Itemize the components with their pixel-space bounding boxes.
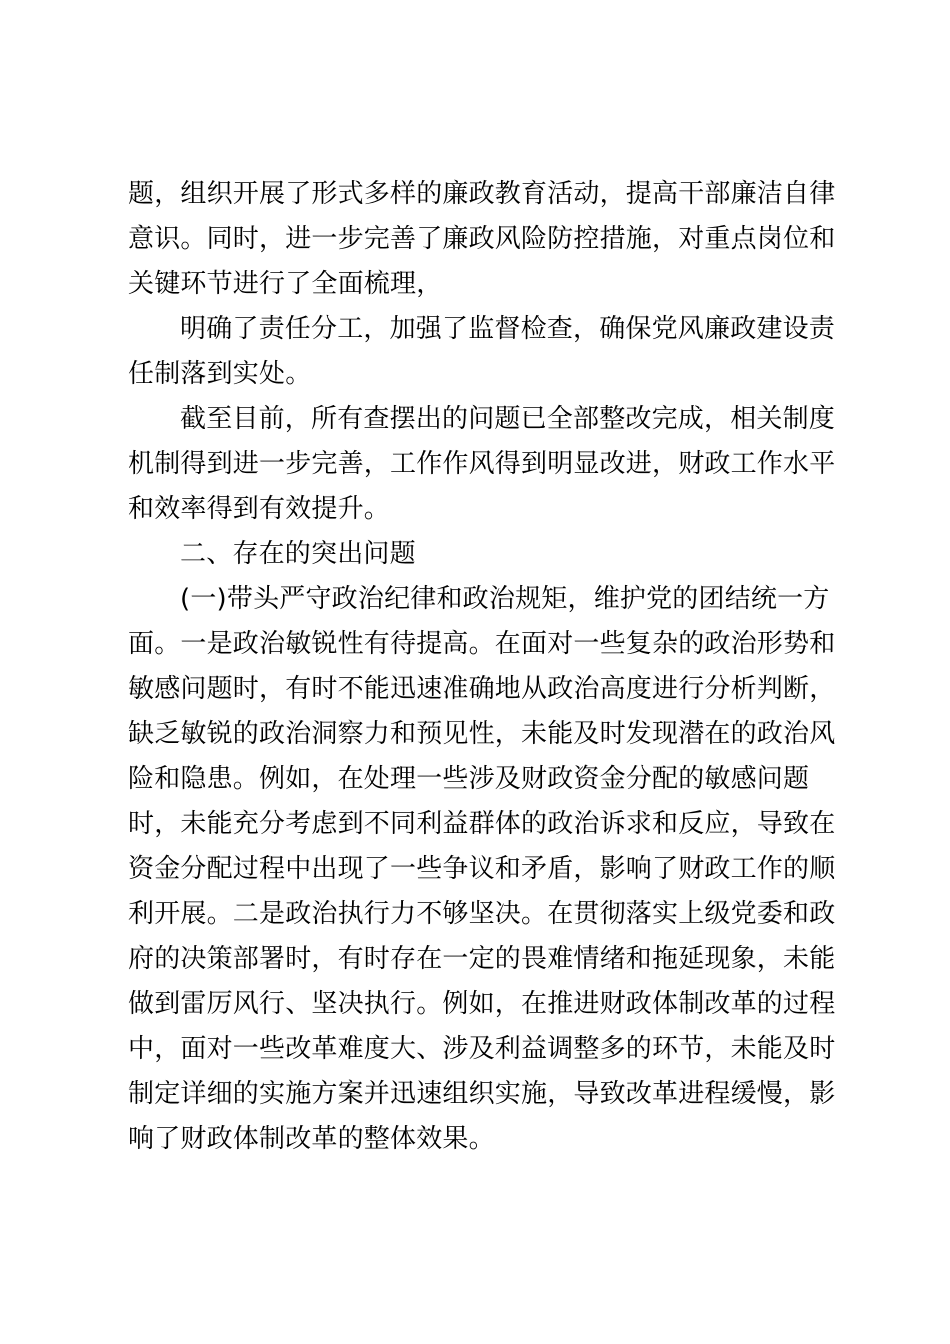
text-line: 机制得到进一步完善，工作作风得到明显改进，财政工作水平 (128, 449, 836, 479)
text-line: 意识。同时，进一步完善了廉政风险防控措施，对重点岗位和 (128, 224, 836, 254)
text-line: 中，面对一些改革难度大、涉及利益调整多的环节，未能及时 (128, 1034, 836, 1064)
text-line: 任制落到实处。 (128, 359, 312, 389)
text-line: 利开展。二是政治执行力不够坚决。在贯彻落实上级党委和政 (128, 899, 836, 929)
text-line: 做到雷厉风行、坚决执行。例如，在推进财政体制改革的过程 (128, 989, 836, 1019)
text-line: 时，未能充分考虑到不同利益群体的政治诉求和反应，导致在 (128, 809, 836, 839)
text-line: 府的决策部署时，有时存在一定的畏难情绪和拖延现象，未能 (128, 944, 836, 974)
text-line: 响了财政体制改革的整体效果。 (128, 1124, 495, 1154)
text-line: 缺乏敏锐的政治洞察力和预见性，未能及时发现潜在的政治风 (128, 719, 836, 749)
subsection-heading: (一)带头严守政治纪律和政治规矩，维护党的团结统一方 (180, 584, 830, 614)
text-line: 和效率得到有效提升。 (128, 494, 391, 524)
text-line: 险和隐患。例如，在处理一些涉及财政资金分配的敏感问题 (128, 764, 810, 794)
paragraph-first-line: 截至目前，所有查摆出的问题已全部整改完成，相关制度 (180, 404, 836, 434)
paragraph-first-line: 明确了责任分工，加强了监督检查，确保党风廉政建设责 (180, 314, 836, 344)
text-line: 题，组织开展了形式多样的廉政教育活动，提高干部廉洁自律 (128, 179, 836, 209)
text-line: 面。一是政治敏锐性有待提高。在面对一些复杂的政治形势和 (128, 629, 836, 659)
text-line: 制定详细的实施方案并迅速组织实施，导致改革进程缓慢，影 (128, 1079, 836, 1109)
section-heading: 二、存在的突出问题 (180, 539, 416, 569)
text-line: 关键环节进行了全面梳理， (128, 269, 443, 299)
text-line: 资金分配过程中出现了一些争议和矛盾，影响了财政工作的顺 (128, 854, 836, 884)
text-line: 敏感问题时，有时不能迅速准确地从政治高度进行分析判断， (128, 674, 836, 704)
